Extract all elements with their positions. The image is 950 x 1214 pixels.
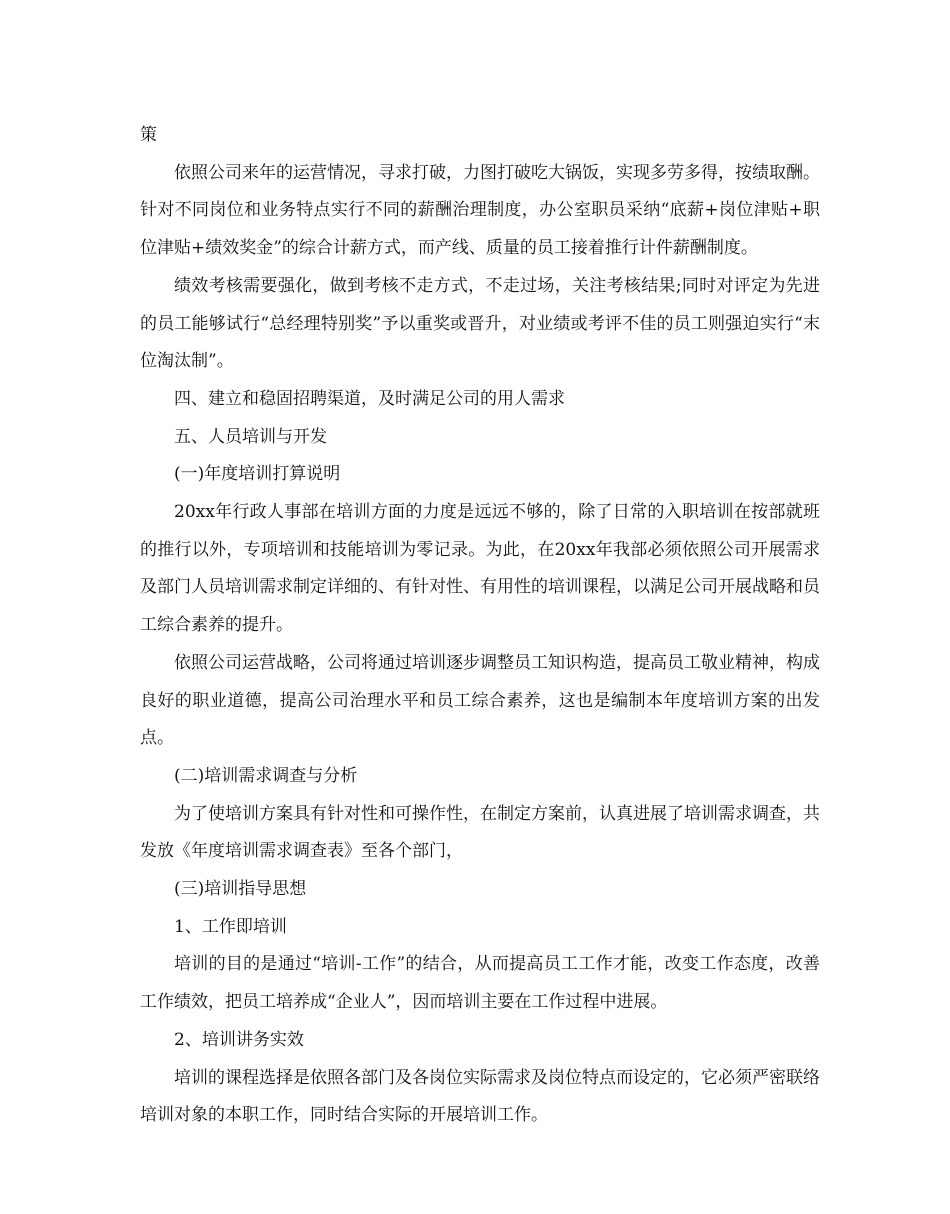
list-item-2: 2、培训讲务实效 bbox=[174, 1029, 304, 1050]
paragraph-8: 依照公司运营战略，公司将通过培训逐步调整员工知识构造，提高员工敬业精神，构成良好的职业道德，提高公司治理水平和员工综合素养，这也是编制本年度培训方案的出发点。 bbox=[140, 652, 820, 749]
paragraph-3: 绩效考核需要强化，做到考核不走方式，不走过场，关注考核结果;同时对评定为先进的员工能够试行“总经理特别奖”予以重奖或晋升，对业绩或考评不佳的员工则强迫实行“末位淘汰制”。 bbox=[140, 275, 820, 372]
list-item-1: 1、工作即培训 bbox=[174, 916, 287, 937]
heading-training: 五、人员培训与开发 bbox=[174, 426, 327, 447]
paragraph-1: 策 bbox=[140, 125, 157, 145]
paragraph-13: 培训的目的是通过“培训-工作”的结合，从而提高员工工作才能，改变工作态度，改善工作绩效，把员工培养成“企业人”，因而培训主要在工作过程中进展。 bbox=[140, 954, 820, 1013]
document-body bbox=[140, 117, 820, 1135]
paragraph-2: 依照公司来年的运营情况，寻求打破，力图打破吃大锅饭，实现多劳多得，按绩取酬。针对不同岗位和业务特点实行不同的薪酬治理制度，办公室职员采纳“底薪+岗位津贴+职位津贴+绩效奖金”的综合计薪方式，而产线、质量的员工接着推行计件薪酬制度。 bbox=[140, 162, 820, 259]
paragraph-7: 20xx年行政人事部在培训方面的力度是远远不够的，除了日常的入职培训在按部就班的推行以外，专项培训和技能培训为零记录。为此，在20xx年我部必须依照公司开展需求及部门人员培训需求制定详细的、有针对性、有用性的培训课程，以满足公司开展战略和员工综合素养的提升。 bbox=[140, 502, 820, 636]
paragraph-10: 为了使培训方案具有针对性和可操作性，在制定方案前，认真进展了培训需求调查，共发放《年度培训需求调查表》至各个部门， bbox=[140, 803, 820, 862]
subheading-guiding-ideas: (三)培训指导思想 bbox=[174, 879, 307, 900]
subheading-needs-analysis: (二)培训需求调查与分析 bbox=[174, 765, 358, 786]
subheading-annual-plan: (一)年度培训打算说明 bbox=[174, 464, 341, 485]
paragraph-15: 培训的课程选择是依照各部门及各岗位实际需求及岗位特点而设定的，它必须严密联络培训对象的本职工作，同时结合实际的开展培训工作。 bbox=[140, 1067, 820, 1126]
heading-recruitment: 四、建立和稳固招聘渠道，及时满足公司的用人需求 bbox=[174, 388, 565, 409]
